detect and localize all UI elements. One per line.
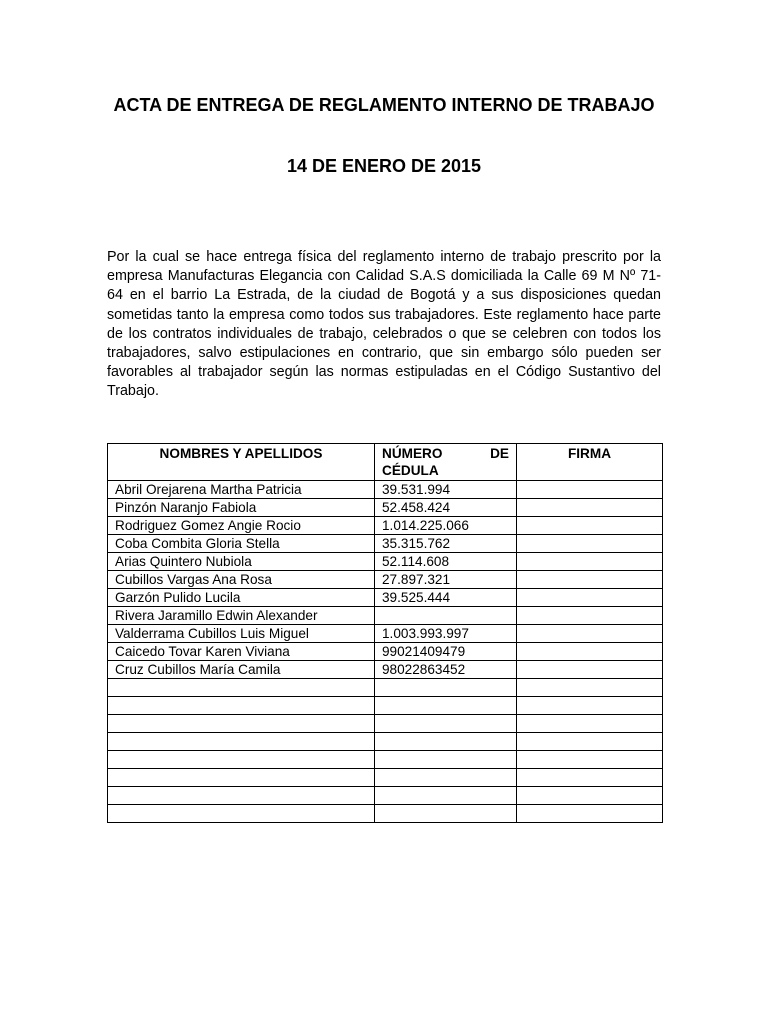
table-row xyxy=(108,589,663,607)
header-id-number xyxy=(375,444,517,481)
cell-name xyxy=(108,715,375,733)
table-row xyxy=(108,805,663,823)
cell-signature xyxy=(517,679,663,697)
cell-name: Coba Combita Gloria Stella xyxy=(108,535,375,553)
table-row xyxy=(108,571,663,589)
cell-id-number xyxy=(375,787,517,805)
table-row xyxy=(108,787,663,805)
table-row xyxy=(108,643,663,661)
cell-name xyxy=(108,769,375,787)
cell-signature xyxy=(517,805,663,823)
header-id-line2: CÉDULA xyxy=(382,463,439,478)
cell-id-number: 39.525.444 xyxy=(375,589,517,607)
cell-name: Caicedo Tovar Karen Viviana xyxy=(108,643,375,661)
cell-signature xyxy=(517,499,663,517)
cell-signature xyxy=(517,751,663,769)
cell-id-number xyxy=(375,733,517,751)
cell-name xyxy=(108,751,375,769)
table-row xyxy=(108,499,663,517)
cell-id-number: 98022863452 xyxy=(375,661,517,679)
cell-signature xyxy=(517,589,663,607)
cell-id-number: 99021409479 xyxy=(375,643,517,661)
table-row xyxy=(108,751,663,769)
cell-name: Rivera Jaramillo Edwin Alexander xyxy=(108,607,375,625)
table-row xyxy=(108,679,663,697)
cell-name xyxy=(108,733,375,751)
cell-name xyxy=(108,679,375,697)
cell-name xyxy=(108,697,375,715)
cell-id-number: 52.114.608 xyxy=(375,553,517,571)
cell-id-number xyxy=(375,751,517,769)
cell-id-number: 1.014.225.066 xyxy=(375,517,517,535)
cell-id-number xyxy=(375,715,517,733)
cell-signature xyxy=(517,481,663,499)
table-row xyxy=(108,481,663,499)
table-row xyxy=(108,607,663,625)
header-signature: FIRMA xyxy=(517,444,663,481)
cell-signature xyxy=(517,571,663,589)
document-body-paragraph: Por la cual se hace entrega física del reglamento interno de trabajo prescrito por la empresa Manufacturas Elegancia con Calidad S.A.S domiciliada la Calle 69 M Nº 71-64 en el barrio La Estrada, de la ciudad de Bogotá y a sus disposiciones quedan sometidas tanto la empresa como todos sus trabajadores. Este reglamento hace parte de los contratos individuales de trabajo, celebrados o que se celebren con todos los trabajadores, salvo estipulaciones en contrario, que sin embargo sólo pueden ser favorables al trabajador según las normas estipuladas en el Código Sustantivo del Trabajo. xyxy=(107,249,661,400)
table-row xyxy=(108,715,663,733)
cell-signature xyxy=(517,607,663,625)
cell-name: Rodriguez Gomez Angie Rocio xyxy=(108,517,375,535)
cell-id-number xyxy=(375,697,517,715)
cell-id-number: 27.897.321 xyxy=(375,571,517,589)
cell-id-number: 35.315.762 xyxy=(375,535,517,553)
cell-id-number: 39.531.994 xyxy=(375,481,517,499)
cell-id-number xyxy=(375,679,517,697)
table-row xyxy=(108,535,663,553)
table-row xyxy=(108,625,663,643)
cell-name: Abril Orejarena Martha Patricia xyxy=(108,481,375,499)
cell-id-number xyxy=(375,805,517,823)
table-row xyxy=(108,733,663,751)
table-row xyxy=(108,517,663,535)
table-header-row xyxy=(108,444,663,481)
cell-name xyxy=(108,805,375,823)
cell-name: Pinzón Naranjo Fabiola xyxy=(108,499,375,517)
cell-name: Garzón Pulido Lucila xyxy=(108,589,375,607)
table-row xyxy=(108,661,663,679)
table-row xyxy=(108,553,663,571)
cell-name: Arias Quintero Nubiola xyxy=(108,553,375,571)
cell-signature xyxy=(517,661,663,679)
cell-signature xyxy=(517,625,663,643)
cell-signature xyxy=(517,787,663,805)
cell-name: Cubillos Vargas Ana Rosa xyxy=(108,571,375,589)
cell-signature xyxy=(517,643,663,661)
cell-signature xyxy=(517,715,663,733)
cell-name: Cruz Cubillos María Camila xyxy=(108,661,375,679)
cell-signature xyxy=(517,517,663,535)
cell-name: Valderrama Cubillos Luis Miguel xyxy=(108,625,375,643)
cell-name xyxy=(108,787,375,805)
document-title: ACTA DE ENTREGA DE REGLAMENTO INTERNO DE TRABAJO xyxy=(113,95,655,115)
table-row xyxy=(108,769,663,787)
cell-id-number xyxy=(375,769,517,787)
cell-signature xyxy=(517,733,663,751)
cell-id-number: 1.003.993.997 xyxy=(375,625,517,643)
table-row xyxy=(108,697,663,715)
cell-signature xyxy=(517,553,663,571)
cell-signature xyxy=(517,697,663,715)
employee-roster-table xyxy=(107,443,663,823)
cell-signature xyxy=(517,769,663,787)
cell-signature xyxy=(517,535,663,553)
document-date: 14 DE ENERO DE 2015 xyxy=(286,156,482,176)
header-id-line1: NÚMERO DE xyxy=(382,446,509,461)
roster-body xyxy=(108,481,663,823)
cell-id-number: 52.458.424 xyxy=(375,499,517,517)
header-names: NOMBRES Y APELLIDOS xyxy=(108,444,375,481)
cell-id-number xyxy=(375,607,517,625)
